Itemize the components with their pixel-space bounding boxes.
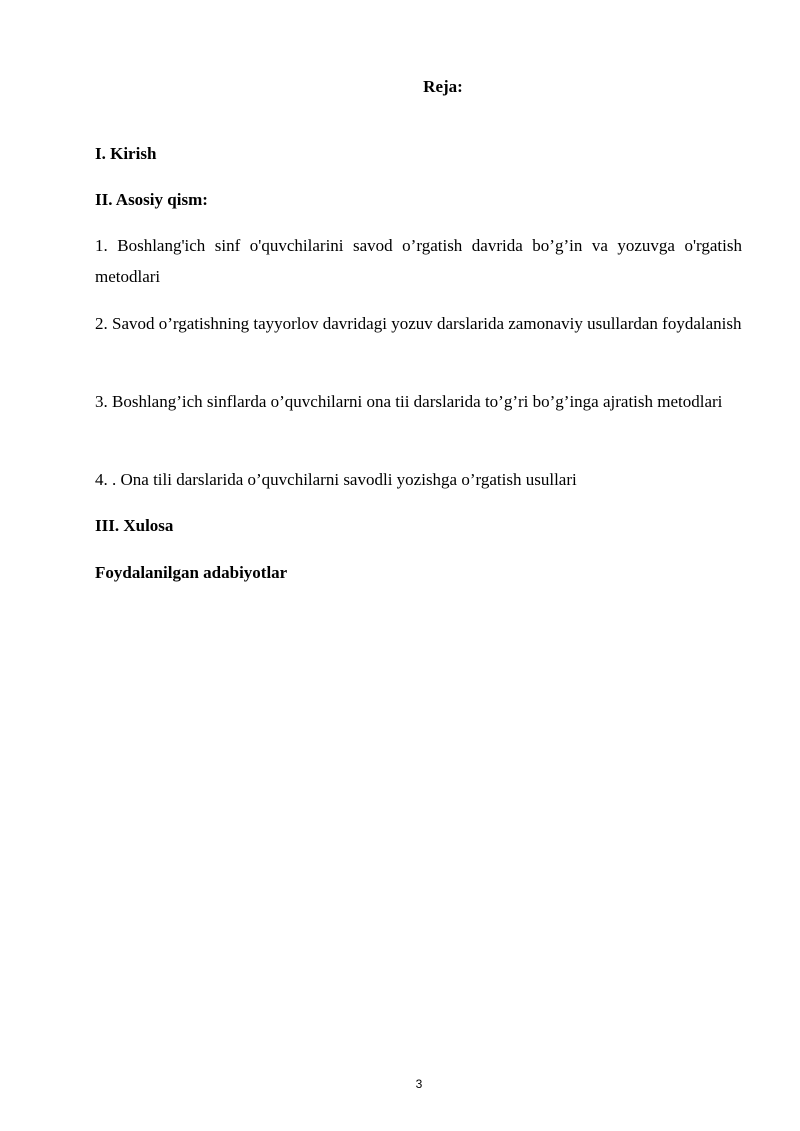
outline-item-1: 1. Boshlang'ich sinf o'quvchilarini savod o’rgatish davrida bo’g’in va yozuvga o'rgatish metodlari xyxy=(95,236,742,286)
section-heading-xulosa: III. Xulosa xyxy=(95,516,174,535)
outline-item-2: 2. Savod o’rgatishning tayyorlov davridagi yozuv darslarida zamonaviy usullardan foydalanish xyxy=(95,314,742,333)
section-heading-references: Foydalanilgan adabiyotlar xyxy=(95,563,288,582)
outline-item-4: 4. . Ona tili darslarida o’quvchilarni savodli yozishga o’rgatish usullari xyxy=(95,470,577,489)
section-heading-kirish: I. Kirish xyxy=(95,144,157,163)
page-title: Reja: xyxy=(423,77,463,96)
page-number: 3 xyxy=(415,1077,423,1091)
outline-item-3: 3. Boshlang’ich sinflarda o’quvchilarni ona tii darslarida to’g’ri bo’g’inga ajratish metodlari xyxy=(95,392,723,411)
section-heading-asosiy-qism: II. Asosiy qism: xyxy=(95,190,208,209)
